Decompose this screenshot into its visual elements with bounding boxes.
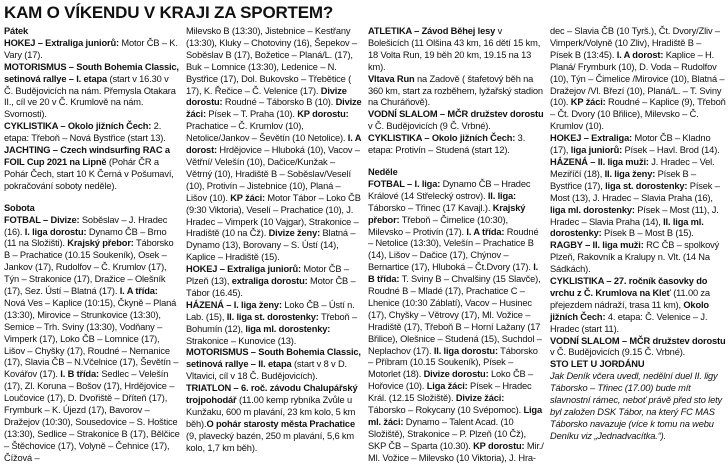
entry-subtitle: II. liga: — [485, 190, 516, 201]
entry-title: VODNÍ SLALOM – MČR družstev dorostu — [368, 109, 544, 120]
entry-title: RAGBY – II. liga muži: — [550, 240, 644, 251]
column-3 — [368, 26, 544, 463]
entry-title: Vltava Run — [368, 73, 415, 84]
entry-title: HÁZENÁ – II. liga muži: — [550, 156, 649, 167]
entry-text: T. Sviny B – Chvalšiny (15 Slavče), Roudné B – Mladé (17), Prachatice C – Lhenice (10:30 Záblatí), Vacov – Husinec (17), Chyšky – Větrovy (17), Ml. Vožice – Hradiště (17), Třeboň B – Horní Lažany (17 Břilice), Olešnice – Studená (15), Suchdol – Neplachov (17). — [368, 274, 542, 356]
entry-title: HÁZENÁ – I. liga ženy: — [186, 299, 282, 310]
entry-title: JACHTING – Czech windsurfing RAC a FOIL Cup 2021 na Lipně — [4, 145, 170, 167]
entry-football-sunday — [368, 179, 544, 465]
entry-handball-sunday — [550, 157, 726, 240]
entry-text: Prachatice – Č. Krumlov (10), Netolice/Jankov – Ševětín (10 Netolice). — [186, 121, 348, 144]
entry-text: Písek – Most (13), J. Hradec – Slavia Praha (16), — [550, 180, 720, 203]
entry-cycling-sunday — [550, 276, 726, 336]
entry-motorsport-rallye — [4, 62, 180, 122]
entry-subtitle: liga st. dorostenky: — [602, 180, 688, 191]
entry-subtitle: KP žáci: — [568, 97, 606, 108]
entry-text: Roudné – Netolice (13:30), Velešín – Prachatice B (14), Lišov – Dačice (17), Chýnov – Bernartice (17), Hluboká – Čt.Dvory (17). — [368, 226, 539, 273]
entry-text: Táborsko – Třinec (17 Kavajl.). — [368, 202, 491, 213]
column-1 — [4, 26, 180, 463]
entry-text: Roudné – Táborsko B (10). — [222, 97, 334, 108]
entry-text: Písek – Havl. Brod (14). — [622, 145, 720, 156]
entry-subtitle: Krajský přebor: — [368, 202, 526, 225]
entry-text: v Bolešicích (11 Olšina 43 km, 16 dětí 15 km, 18 Volta Run, 19 běh 20 km, 19.15 na 13 km). — [368, 26, 541, 72]
entry-text: Strakonice – Kunovice (13). — [186, 335, 297, 346]
entry-water-slalom-sat — [368, 109, 544, 133]
entry-yachting — [4, 145, 180, 193]
entry-subtitle: I. A dorost: — [186, 133, 361, 156]
entry-hockey-juniors — [4, 38, 180, 62]
entry-text: (Pohár ČR a Pohár Čech, start 10 K Černá v Pošumaví, pokračování soboty neděle). — [4, 156, 174, 191]
entry-text: Mir./ Ml. Vožice – Milevsko (10 Viktoria), J. Hra- — [368, 440, 544, 463]
entry-text: Dynamo – Talent Acad. (10 Složiště), Strakonice – P. Plzeň (10 Čž), SKP ČB – Sparta (10.30). — [368, 417, 526, 451]
entry-text: Loko ČB – Ústí n. Lab. (15), — [186, 299, 355, 322]
entry-text: Motor ČB – Kladno (17), — [550, 133, 711, 156]
sidebar-box-title: STO LET U JORDÁNU — [550, 359, 645, 370]
entry-title: CYKLISTIKA – Okolo jižních Čech: — [4, 121, 152, 132]
entry-subtitle: I. B třída: — [368, 262, 539, 285]
entry-subtitle: KP dorostu: — [294, 109, 349, 120]
entry-text: (11.00 za přejezdem nádraží, trasa 11 km), — [550, 287, 710, 310]
entry-subtitle: II. liga st. dorostenky: — [224, 311, 319, 322]
entry-subtitle: I. A třída: — [463, 226, 505, 237]
entry-text: (start v 8 v D. Vltavici, cíl v 18 Č. Budějovicích). — [186, 359, 347, 382]
entry-title: CYKLISTIKA – Okolo jižních Čech: — [368, 133, 516, 144]
day-heading-friday: Pátek — [4, 26, 29, 36]
entry-subtitle: O pohár starosty města Prachatice — [206, 418, 355, 429]
entry-text: (11.00 kemp rybníka Zvůle u Kunžaku, 600 m plavání, 23 km kolo, 5 km běh). — [186, 395, 356, 429]
listing-columns — [4, 26, 726, 463]
entry-subtitle: I. liga dorostu: — [22, 226, 87, 237]
entry-text: Táborsko – Rokycany (10 Svépomoc). — [368, 405, 522, 416]
entry-hockey-sunday — [550, 133, 726, 157]
entry-title: FOTBAL – I. liga: — [368, 178, 441, 189]
day-heading-saturday: Sobota — [4, 202, 35, 213]
entry-triathlon — [186, 383, 362, 454]
entry-subtitle: Krajský přebor: — [64, 238, 134, 249]
entry-text: Motor ČB – Tábor (16.45). — [186, 276, 356, 298]
entry-text: Milevsko B (13:30), Jistebnice – Kestřany (13:30), Kluky – Chotoviny (16), Šepekov – Soběslav B (17), Božetice – Planá/L. (17), Buk – Lomnice (13:30), Ledenice – N. Bystřice (17), Dol. Bukovsko – Třebětice ( 17), K. Řečice – Č. Velenice (17). — [186, 26, 357, 96]
entry-text: Nová Ves – Kaplice (10:15), Čkyně – Planá (13:30), Mirovice – Strunkovice (13:30), Semice – Trh. Sviny (13:30), Vodňany – Vimperk (17), Loko ČB – Lomnice (17), Lišov – Chyšky (17), Roudné – Nemanice (17), Slavia ČB – N.Včelnice (17), Ševětín – Kovářov (17). — [4, 297, 179, 380]
entry-text: Třeboň – Bohumín (12), — [186, 311, 357, 334]
entry-motorsport-stage2 — [186, 347, 362, 383]
entry-subtitle: Okolo jižních Čech: — [550, 299, 709, 322]
entry-text: dec – Slavia ČB (10 Tyrš.), Čt. Dvory/Zliv – Vimperk/Volyně (10 Zliv), Hradiště B – Písek B (13:45). — [550, 26, 720, 60]
entry-title: ATLETIKA – Závod Běhej lesy — [368, 26, 496, 36]
entry-text: Kaplice – H. Planá/ Frymburk (10), D. Voda – Rudolfov (10), Týn – Čimelice /Mirovice (10), Blatná – Dražejov /Vl. Březí (10), Planá/L. – T. Sviny (10). — [550, 49, 725, 108]
entry-subtitle: Liga ml. žáci: — [368, 405, 542, 427]
entry-title: TRIATLON – 6. roč. závodu Chalupářský trojpohodář — [186, 383, 358, 406]
entry-text: na Zadově ( štafetový běh na 360 km, start za rozběhem, lyžařský stadion na Churáňově). — [368, 73, 543, 108]
entry-athletics — [368, 26, 544, 74]
entry-subtitle: liga ml. dorostenky: — [550, 204, 635, 215]
column-2 — [186, 26, 362, 453]
entry-subtitle: liga ml. dorostenky: — [242, 323, 331, 334]
day-heading-sunday: Neděle — [368, 166, 398, 177]
entry-text: Písek B – Most B (15). — [601, 228, 694, 239]
entry-rugby — [550, 240, 726, 276]
entry-subtitle: liga juniorů: — [568, 145, 623, 156]
entry-text: Motor ČB – Plzeň (13), — [186, 264, 349, 287]
entry-cycling — [4, 121, 180, 145]
entry-text: Blatná – Dynamo (13), Borovany – S. Ústí (14), Kaplice – Hradiště (15). — [186, 228, 356, 263]
entry-text: Táborsko – Příbram (10.15 Soukeník), Písek – Motorlet (18). — [368, 345, 538, 380]
entry-football-continued — [186, 26, 362, 264]
entry-cycling-stage3 — [368, 133, 544, 157]
entry-text: Hrdějovice – Hluboká (10), Vacov – Větřní/ Velešín (10), Dačice/Kunžak – Větrný (10), Hradiště B – Soběslav/Veselí (10), Protivín – Jistebnice (10), Planá – Lišov (10). — [186, 145, 360, 203]
entry-text: Motor ČB – K. Vary (17). — [4, 37, 178, 60]
entry-title: HOKEJ – Extraliga juniorů: — [186, 264, 301, 275]
entry-text: Roudné – Kaplice (9), Třeboň – Čt. Dvory (10 Břilice), Milevsko – Č. Krumlov (10). — [550, 97, 726, 132]
entry-text: Dynamo ČB – Hradec Králové (14 Střelecký ostrov). — [368, 178, 531, 201]
entry-subtitle: Liga žáci: — [424, 381, 468, 392]
entry-subtitle: extraliga dorostu: — [229, 276, 308, 287]
entry-subtitle: Divize dorostu: — [186, 85, 347, 108]
entry-subtitle: Divize dorostu: — [421, 369, 489, 380]
entry-subtitle: I. A třída: — [117, 286, 158, 297]
sidebar-box-text: Jak Deník včera uvedl, nedělní duel II. ligy Táborsko – Třinec (17.00) bude mít slavnostní rámec, neboť právě před sto lety byl založen DSK Tábor, na který FC MAS Táborsko navazuje (více k tomu na webu Deníku viz „Jednadvacítka.“). — [550, 371, 723, 441]
entry-title: FOTBAL – Divize: — [4, 214, 80, 225]
entry-subtitle: KP žáci: — [227, 192, 265, 203]
entry-text: Písek – Hradec Král. (12.15 Složiště). — [368, 381, 532, 404]
entry-subtitle: II. liga ml. dorostenky: — [550, 216, 704, 239]
entry-title: HOKEJ – Extraliga juniorů: — [4, 37, 119, 48]
entry-title: MOTORISMUS – South Bohemia Classic, setinová rallye – II. etapa — [186, 347, 361, 370]
entry-subtitle: Divize žáci: — [453, 393, 505, 404]
entry-subtitle: Divize ženy: — [266, 228, 321, 239]
entry-text: v Č. Budějovicích (9 Č. Vrbné). — [368, 121, 491, 132]
entry-text: Dynamo ČB – Brno (11 na Složišti). — [4, 226, 167, 249]
entry-text: (start v 16.30 v Č. Budějovicích na nám. Přemysla Otakara II., cíl ve 20 v Č. Krumlově na nám. Svornosti). — [4, 73, 176, 120]
entry-text: Sedlec – Velešín (17), Zl. Koruna – Bošov (17), Hrdějovice – Loučovice (17), D. Dvořiště – Dříteň (17), Frymburk – K. Újezd (17), Bavorov – Dražejov (10:30), Sousedovice – S. Hoštice (13:30), Sedlice – Strakonice B (17), Bělčice – Štěchovice (17), Volyně – Čehnice (17), Čížová – — [4, 369, 180, 463]
column-4 — [550, 26, 726, 443]
entry-subtitle: II. liga ženy: — [602, 168, 656, 179]
entry-title: CYKLISTIKA – 27. ročník časovky do vrchu z Č. Krumlova na Kleť — [550, 276, 708, 298]
page-headline: KAM O VÍKENDU V KRAJI ZA SPORTEM? — [4, 3, 334, 22]
entry-text: Písek – T. Praha (10). — [205, 109, 295, 120]
entry-hockey-saturday — [186, 264, 362, 300]
entry-text: Motor Tábor – Loko ČB (9:30 Viktoria), Veselí – Prachatice (10), J. Hradec – Vimperk (10 Vajgar), Strakonice – Hradiště (10 na Čž). — [186, 192, 361, 239]
entry-text: Písek – Most (11), J. Hradec – Slavia Praha (14), — [550, 204, 719, 227]
entry-text: J. Hradec – Vel. Meziříčí (18), — [550, 156, 715, 179]
entry-text: Loko ČB – Hořovice (10). — [368, 369, 534, 392]
entry-text: RC ČB – spolkový Plzeň, Rakovník a Kralupy n. Vlt. (14 Na Sádkách). — [550, 240, 720, 275]
entry-text: (9, plavecký bazén, 250 m plavání, 5,6 km kolo, 1,7 km běh). — [186, 430, 354, 453]
entry-text: Písek B – Bystřice (17), — [550, 168, 697, 191]
entry-subtitle: I. A dorost: — [614, 49, 664, 60]
entry-subtitle: Divize žáci: — [186, 97, 362, 120]
entry-subtitle: KP dorostu: — [470, 440, 525, 451]
entry-football-saturday — [4, 215, 180, 465]
entry-text: 2. etapa: Třeboň – Nová Bystřice (start 13). — [4, 121, 166, 144]
entry-text: v Č. Budějovicích (9.15 Č. Vrbné). — [550, 347, 686, 358]
entry-subtitle: II. liga dorostu: — [431, 345, 498, 356]
entry-subtitle: I. B třída: — [57, 369, 99, 380]
entry-text: Třeboň – Čimelice (10:30), Milevsko – Protivín (17). — [368, 214, 508, 237]
entry-handball-saturday — [186, 300, 362, 348]
entry-water-slalom-sun — [550, 336, 726, 360]
entry-vltava-run — [368, 74, 544, 110]
entry-title: MOTORISMUS – South Bohemia Classic, setinová rallye – I. etapa — [4, 61, 179, 84]
entry-text: 3. etapa: Protivín – Studená (start 12). — [368, 133, 526, 156]
entry-text: 4. etapa: Č. Velenice – J. Hradec (start 11). — [550, 311, 708, 334]
entry-football-sunday-continued — [550, 26, 726, 133]
entry-title: HOKEJ – Extraliga: — [550, 133, 633, 144]
entry-text: Táborsko B – Prachatice (10.15 Soukeník), Osek – Jankov (17), Rudolfov – Č. Krumlov (17), Týn – Strakonice (17), Dražice – Olešník (17), Sez. Ústí – Blatná (17). — [4, 238, 174, 297]
entry-title: VODNÍ SLALOM – MČR družstev dorostu — [550, 335, 726, 346]
entry-text: Soběslav – J. Hradec (16). — [4, 214, 168, 237]
